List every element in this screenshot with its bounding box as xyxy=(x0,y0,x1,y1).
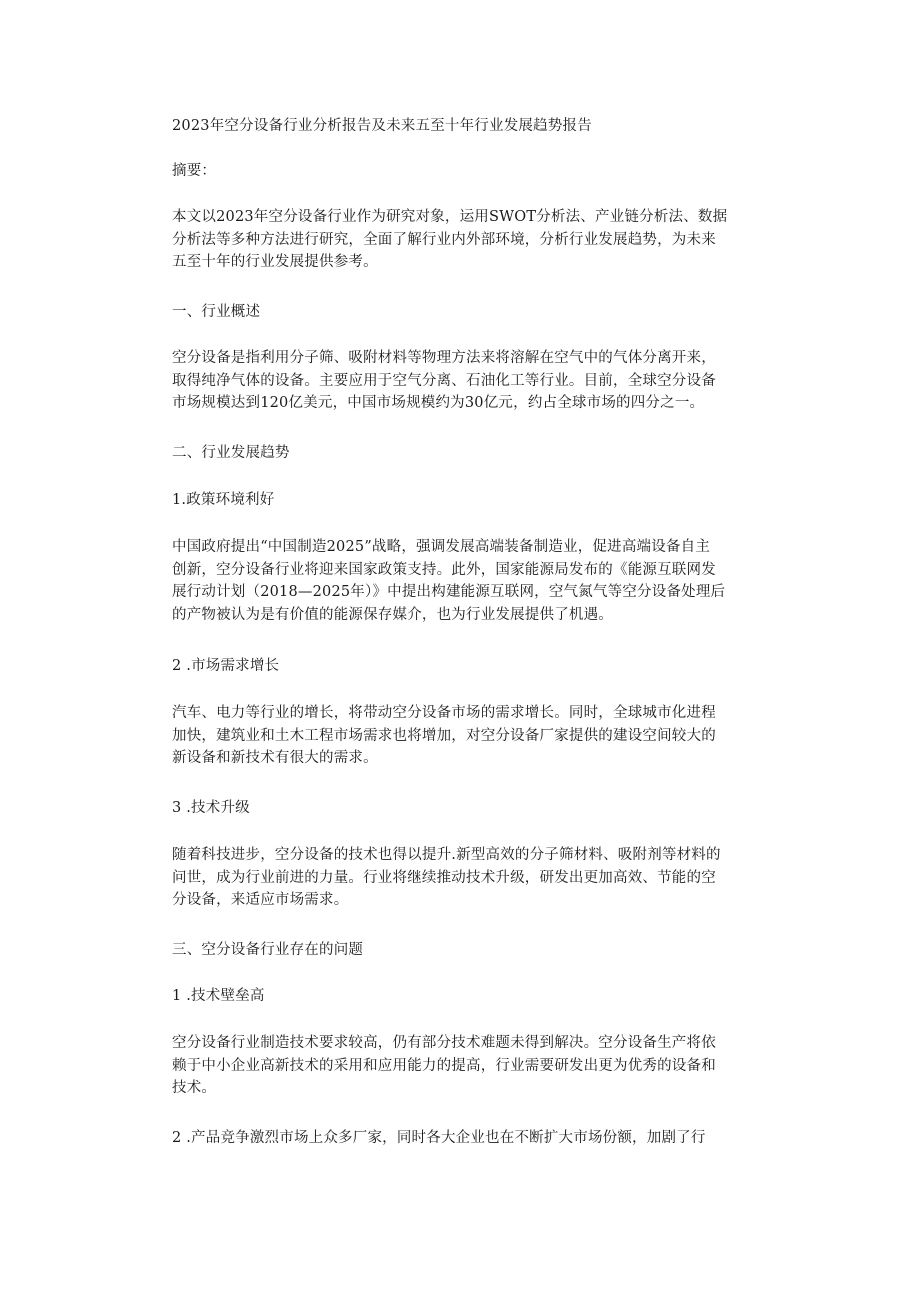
section1-paragraph xyxy=(172,347,752,415)
paragraph-line: 空分设备行业制造技术要求较高，仍有部分技术难题未得到解决。空分设备生产将依 xyxy=(172,1035,716,1051)
subsection-heading xyxy=(172,985,752,1008)
s2-item1-paragraph xyxy=(172,536,752,626)
abstract-label xyxy=(172,160,752,183)
paragraph-line: 的产物被认为是有价值的能源保存媒介，也为行业发展提供了机遇。 xyxy=(172,606,613,623)
section-heading xyxy=(172,442,752,465)
paragraph-line: 本文以2023年空分设备行业作为研究对象，运用SWOT分析法、产业链分析法、数据 xyxy=(172,209,728,225)
paragraph-line: 创新，空分设备行业将迎来国家政策支持。此外，国家能源局发布的《能源互联网发 xyxy=(172,561,716,578)
subsection-heading xyxy=(172,489,752,512)
s2-item3-heading: 3 .技术升级 xyxy=(172,800,250,816)
paragraph-line: 新设备和新技术有很大的需求。 xyxy=(172,750,378,766)
s2-item2-heading: 2 .市场需求增长 xyxy=(172,658,280,674)
s3-item1-paragraph xyxy=(172,1032,752,1100)
section-heading xyxy=(172,939,752,962)
s3-item1-heading: 1 .技术壁垒高 xyxy=(172,988,265,1004)
s2-item3-paragraph xyxy=(172,844,752,912)
subsection-heading xyxy=(172,797,752,820)
abstract-paragraph xyxy=(172,206,752,274)
paragraph-line: 展行动计划（2018—2025年）》中提出构建能源互联网，空气氮气等空分设备处理后 xyxy=(172,584,726,600)
paragraph-line: 市场规模达到120亿美元，中国市场规模约为30亿元，约占全球市场的四分之一。 xyxy=(172,395,705,411)
section-heading xyxy=(172,301,752,324)
s2-item1-heading: 1.政策环境利好 xyxy=(172,492,275,508)
subsection-heading xyxy=(172,655,752,678)
paragraph-line: 空分设备是指利用分子筛、吸附材料等物理方法来将溶解在空气中的气体分离开来， xyxy=(172,350,716,366)
paragraph-line: 技术。 xyxy=(172,1080,217,1096)
paragraph-line: 随着科技进步，空分设备的技术也得以提升.新型高效的分子筛材料、吸附剂等材料的 xyxy=(172,847,721,863)
section2-heading: 二、行业发展趋势 xyxy=(172,445,290,461)
paragraph-line: 五至十年的行业发展提供参考。 xyxy=(172,254,378,270)
paragraph-line: 汽车、电力等行业的增长，将带动空分设备市场的需求增长。同时，全球城市化进程 xyxy=(172,705,716,721)
paragraph-line: 取得纯净气体的设备。主要应用于空气分离、石油化工等行业。目前，全球空分设备 xyxy=(172,372,716,389)
document-title xyxy=(172,115,752,138)
paragraph-line: 问世，成为行业前进的力量。行业将继续推动技术升级，研发出更加高效、节能的空 xyxy=(172,869,716,886)
paragraph-line: 中国政府提出“中国制造2025”战略，强调发展高端装备制造业，促进高端设备自主 xyxy=(172,539,711,555)
title-text: 2023年空分设备行业分析报告及未来五至十年行业发展趋势报告 xyxy=(172,118,592,134)
s2-item2-paragraph xyxy=(172,702,752,770)
paragraph-line: 2 .产品竞争激烈市场上众多厂家，同时各大企业也在不断扩大市场份额，加剧了行 xyxy=(172,1130,706,1146)
section1-heading: 一、行业概述 xyxy=(172,304,261,320)
paragraph-line: 加快，建筑业和土木工程市场需求也将增加，对空分设备厂家提供的建设空间较大的 xyxy=(172,727,716,744)
paragraph-line: 赖于中小企业高新技术的采用和应用能力的提高，行业需要研发出更为优秀的设备和 xyxy=(172,1057,716,1074)
paragraph-line: 分设备，来适应市场需求。 xyxy=(172,892,349,908)
s3-item2-paragraph xyxy=(172,1127,752,1150)
paragraph-line: 分析法等多种方法进行研究，全面了解行业内外部环境，分析行业发展趋势，为未来 xyxy=(172,231,716,248)
abstract-label-text: 摘要： xyxy=(172,163,217,179)
section3-heading: 三、空分设备行业存在的问题 xyxy=(172,942,364,958)
